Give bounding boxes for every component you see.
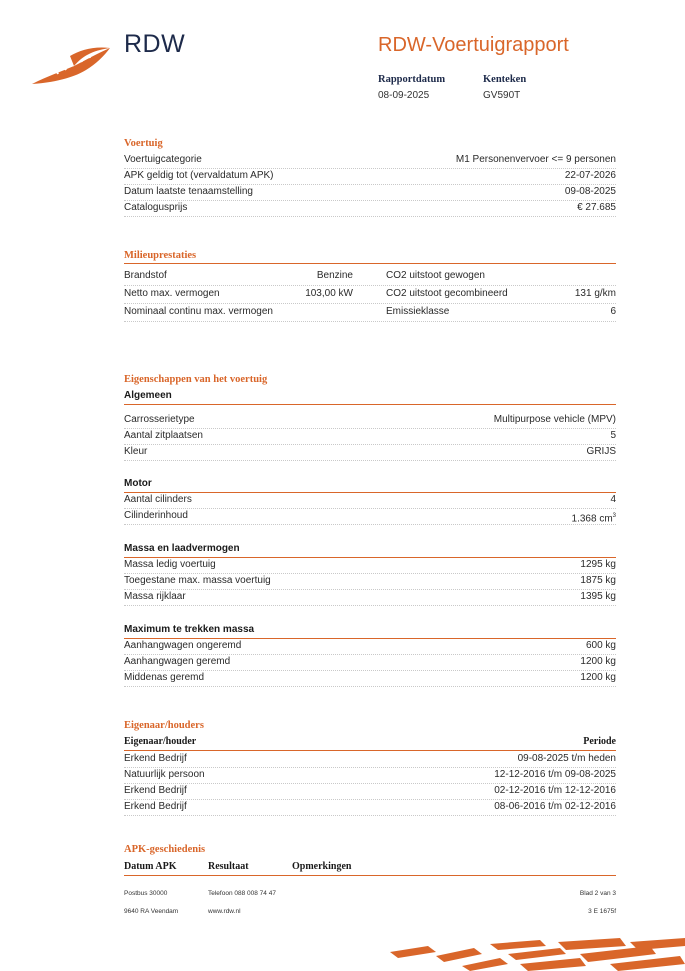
table-row xyxy=(124,200,616,217)
row-value: 131 g/km xyxy=(574,288,616,299)
table-row xyxy=(124,638,616,655)
owner-table-header xyxy=(124,735,616,751)
logo-text: RDW xyxy=(124,30,186,58)
section-eigenschappen-title: Eigenschappen van het voertuig xyxy=(124,374,268,385)
section-apk-title: APK-geschiedenis xyxy=(124,844,206,855)
table-row xyxy=(124,799,616,816)
row-label: Kleur xyxy=(124,446,148,457)
row-label: Brandstof xyxy=(124,270,167,281)
footer-page-number: Blad 2 van 3 xyxy=(579,890,616,897)
row-label: Erkend Bedrijf xyxy=(124,785,187,796)
table-row xyxy=(124,492,616,509)
owner-column-header: Eigenaar/houder xyxy=(124,736,197,747)
row-value xyxy=(572,508,616,527)
footer-postbus: Postbus 30000 xyxy=(124,890,168,897)
report-date-label: Rapportdatum xyxy=(378,74,446,85)
table-row xyxy=(124,168,616,185)
table-row xyxy=(124,589,616,606)
cylinder-volume-value: 1.368 cm xyxy=(571,513,613,525)
table-row xyxy=(124,444,616,461)
row-value: M1 Personenvervoer <= 9 personen xyxy=(455,154,616,165)
footer-website: www.rdw.nl xyxy=(208,908,241,915)
apk-date-column-header: Datum APK xyxy=(124,861,177,872)
row-label: CO2 uitstoot gecombineerd xyxy=(386,288,508,299)
row-label: APK geldig tot (vervaldatum APK) xyxy=(124,170,274,181)
row-value: € 27.685 xyxy=(577,202,616,213)
row-value: 1295 kg xyxy=(580,559,616,570)
apk-result-column-header: Resultaat xyxy=(208,861,249,872)
apk-table-header xyxy=(124,860,616,876)
table-row xyxy=(124,428,616,445)
table-row xyxy=(124,654,616,671)
row-label: Aantal zitplaatsen xyxy=(124,430,203,441)
table-row xyxy=(124,751,616,768)
row-value: 4 xyxy=(610,494,616,505)
row-value: 12-12-2016 t/m 09-08-2025 xyxy=(494,769,616,780)
footer-code: 3 E 1675f xyxy=(588,908,616,915)
row-value: 1395 kg xyxy=(580,591,616,602)
row-label: Catalogusprijs xyxy=(124,202,188,213)
row-label: Erkend Bedrijf xyxy=(124,753,187,764)
plate-label: Kenteken xyxy=(483,74,527,85)
row-value: 1200 kg xyxy=(580,656,616,667)
row-value: 103,00 kW xyxy=(305,288,353,299)
table-row xyxy=(124,767,616,784)
row-label: Aantal cilinders xyxy=(124,494,192,505)
table-row xyxy=(124,285,616,304)
subsection-massa-title: Massa en laadvermogen xyxy=(124,542,616,558)
row-label: CO2 uitstoot gewogen xyxy=(386,270,485,281)
section-divider xyxy=(124,263,616,264)
unit-superscript: 3 xyxy=(612,513,616,519)
section-milieu-title: Milieuprestaties xyxy=(124,250,197,261)
report-title: RDW-Voertuigrapport xyxy=(378,34,569,56)
footer-city: 9640 RA Veendam xyxy=(124,908,179,915)
row-value: 09-08-2025 xyxy=(564,186,616,197)
row-label: Aanhangwagen geremd xyxy=(124,656,231,667)
row-value: 1875 kg xyxy=(580,575,616,586)
row-value: 600 kg xyxy=(585,640,616,651)
table-row xyxy=(124,184,616,201)
row-value: Benzine xyxy=(316,270,353,281)
table-row xyxy=(124,267,616,286)
report-date-value: 08-09-2025 xyxy=(378,90,430,101)
table-row xyxy=(124,152,616,169)
row-label: Massa ledig voertuig xyxy=(124,559,216,570)
row-label: Emissieklasse xyxy=(386,306,450,317)
row-label: Cilinderinhoud xyxy=(124,510,188,521)
row-value: 1200 kg xyxy=(580,672,616,683)
row-label: Erkend Bedrijf xyxy=(124,801,187,812)
row-label: Massa rijklaar xyxy=(124,591,186,602)
table-row xyxy=(124,303,616,322)
plate-value: GV590T xyxy=(483,90,521,101)
row-value: GRIJS xyxy=(586,446,616,457)
table-row xyxy=(124,670,616,687)
subsection-motor-title: Motor xyxy=(124,477,616,493)
row-label: Aanhangwagen ongeremd xyxy=(124,640,242,651)
row-value: 5 xyxy=(610,430,616,441)
table-row xyxy=(124,573,616,590)
row-label: Netto max. vermogen xyxy=(124,288,220,299)
row-label: Natuurlijk persoon xyxy=(124,769,205,780)
subsection-trekken-title: Maximum te trekken massa xyxy=(124,623,616,639)
period-column-header: Periode xyxy=(583,736,616,747)
row-value: Multipurpose vehicle (MPV) xyxy=(493,414,616,425)
table-row xyxy=(124,783,616,800)
section-voertuig-title: Voertuig xyxy=(124,138,163,149)
table-row xyxy=(124,412,616,429)
row-label: Datum laatste tenaamstelling xyxy=(124,186,253,197)
row-label: Nominaal continu max. vermogen xyxy=(124,306,273,317)
footer-stripes-icon xyxy=(390,938,685,971)
row-label: Voertuigcategorie xyxy=(124,154,202,165)
row-value: 6 xyxy=(610,306,616,317)
footer-phone: Telefoon 088 008 74 47 xyxy=(208,890,276,897)
row-value: 22-07-2026 xyxy=(564,170,616,181)
row-value: 08-06-2016 t/m 02-12-2016 xyxy=(494,801,616,812)
rdw-logo-icon xyxy=(30,42,114,88)
row-value: 09-08-2025 t/m heden xyxy=(517,753,616,764)
row-label: Middenas geremd xyxy=(124,672,205,683)
row-value: 02-12-2016 t/m 12-12-2016 xyxy=(494,785,616,796)
section-eigenaar-title: Eigenaar/houders xyxy=(124,720,204,731)
subsection-algemeen-title: Algemeen xyxy=(124,389,616,405)
row-label: Toegestane max. massa voertuig xyxy=(124,575,271,586)
table-row xyxy=(124,557,616,574)
apk-remarks-column-header: Opmerkingen xyxy=(292,861,352,872)
row-label: Carrosserietype xyxy=(124,414,195,425)
table-row xyxy=(124,508,616,525)
